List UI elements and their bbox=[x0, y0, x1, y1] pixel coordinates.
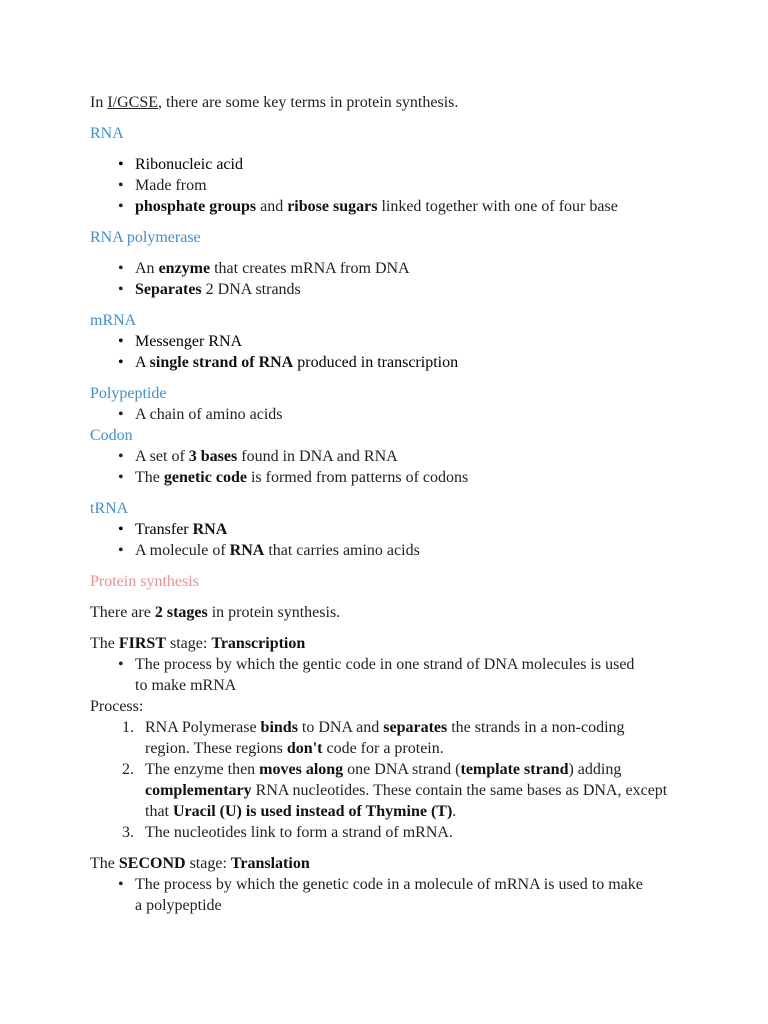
step-number: 3. bbox=[122, 824, 134, 841]
list-item bbox=[118, 467, 730, 488]
item-text: stage: bbox=[166, 635, 212, 652]
second-stage-heading bbox=[90, 853, 730, 874]
item-text: The enzyme then bbox=[145, 761, 260, 778]
bold-term: 2 stages bbox=[154, 604, 208, 621]
item-text: the strands in a non-coding region. These regions bbox=[145, 719, 625, 757]
mrna-list bbox=[90, 331, 730, 373]
item-text: one DNA strand ( bbox=[343, 761, 461, 778]
bold-term: template strand bbox=[460, 761, 569, 778]
bold-term: Uracil (U) is used instead of Thymine (T) bbox=[173, 803, 453, 820]
rna-polymerase-list bbox=[90, 258, 730, 300]
list-item bbox=[118, 404, 730, 425]
item-text: A set of bbox=[135, 448, 189, 465]
bold-term: phosphate groups bbox=[135, 198, 257, 215]
item-text: found in DNA and RNA bbox=[237, 448, 398, 465]
heading-rna: RNA bbox=[90, 125, 124, 142]
stages-paragraph bbox=[90, 602, 730, 623]
heading-protein-synthesis: Protein synthesis bbox=[90, 573, 199, 590]
bold-term: Translation bbox=[230, 855, 310, 872]
item-text: stage: bbox=[185, 855, 231, 872]
item-text: that creates mRNA from DNA bbox=[210, 260, 410, 277]
process-step bbox=[122, 717, 730, 759]
item-text: The bbox=[90, 635, 119, 652]
item-text: Ribonucleic acid bbox=[135, 156, 243, 173]
bold-term: complementary bbox=[145, 782, 252, 799]
list-item bbox=[118, 196, 730, 217]
first-stage-list bbox=[90, 654, 730, 696]
list-item bbox=[118, 258, 730, 279]
first-stage-heading bbox=[90, 633, 730, 654]
item-text: Made from bbox=[135, 177, 207, 194]
item-text: The bbox=[135, 469, 164, 486]
item-text: to DNA and bbox=[297, 719, 384, 736]
item-text: and bbox=[256, 198, 288, 215]
list-item bbox=[118, 279, 730, 300]
codon-list bbox=[90, 446, 730, 488]
bold-term: SECOND bbox=[118, 855, 186, 872]
bold-term: moves along bbox=[259, 761, 344, 778]
list-item bbox=[118, 352, 730, 373]
process-step bbox=[122, 822, 730, 843]
bold-term: genetic code bbox=[163, 469, 247, 486]
item-text: A chain of amino acids bbox=[135, 406, 283, 423]
process-steps bbox=[90, 717, 730, 843]
trna-list bbox=[90, 519, 730, 561]
item-text: . bbox=[452, 803, 457, 820]
item-text: that carries amino acids bbox=[264, 542, 420, 559]
bold-term: single strand of RNA bbox=[149, 354, 294, 371]
item-text: in protein synthesis. bbox=[207, 604, 341, 621]
item-text: 2 DNA strands bbox=[201, 281, 301, 298]
list-item bbox=[118, 331, 730, 352]
item-text: produced in transcription bbox=[293, 354, 459, 371]
intro-text: , there are some key terms in protein synthesis. bbox=[158, 94, 459, 111]
document-body bbox=[90, 92, 730, 916]
item-text: A molecule of bbox=[135, 542, 230, 559]
process-step bbox=[122, 759, 730, 822]
item-text: The process by which the genetic code in a molecule of mRNA is used to make a polypeptide bbox=[135, 876, 643, 914]
intro-text: In bbox=[90, 94, 108, 111]
item-text: The bbox=[90, 855, 119, 872]
item-text: RNA Polymerase bbox=[145, 719, 261, 736]
igcse-link[interactable]: I/GCSE bbox=[107, 94, 158, 111]
item-text: code for a protein. bbox=[322, 740, 444, 757]
list-item bbox=[118, 654, 730, 696]
list-item bbox=[118, 154, 730, 175]
item-text: The process by which the gentic code in one strand of DNA molecules is used to make mRNA bbox=[135, 656, 635, 694]
list-item bbox=[118, 446, 730, 467]
bold-term: Separates bbox=[135, 281, 202, 298]
bold-term: RNA bbox=[192, 521, 228, 538]
list-item bbox=[118, 874, 730, 916]
list-item bbox=[118, 175, 730, 196]
item-text: ) adding bbox=[568, 761, 622, 778]
second-stage-list bbox=[90, 874, 730, 916]
bold-term: RNA bbox=[229, 542, 265, 559]
bold-term: separates bbox=[383, 719, 448, 736]
item-text: There are bbox=[90, 604, 155, 621]
bold-term: enzyme bbox=[158, 260, 211, 277]
item-text: Transfer bbox=[135, 521, 193, 538]
bold-term: FIRST bbox=[118, 635, 166, 652]
bold-term: ribose sugars bbox=[287, 198, 378, 215]
bold-term: don't bbox=[286, 740, 323, 757]
item-text: An bbox=[135, 260, 159, 277]
process-label: Process: bbox=[90, 698, 144, 715]
item-text: Messenger RNA bbox=[135, 333, 243, 350]
item-text: The nucleotides link to form a strand of mRNA. bbox=[145, 824, 453, 841]
item-text: RNA nucleotides. These contain the same bases as DNA, except that bbox=[145, 782, 668, 820]
bold-term: Transcription bbox=[211, 635, 306, 652]
step-number: 1. bbox=[122, 719, 134, 736]
bold-term: binds bbox=[260, 719, 298, 736]
polypeptide-list bbox=[90, 404, 730, 425]
heading-codon: Codon bbox=[90, 427, 133, 444]
bold-term: 3 bases bbox=[188, 448, 238, 465]
intro-paragraph bbox=[90, 92, 730, 113]
heading-rna-polymerase: RNA polymerase bbox=[90, 229, 201, 246]
heading-polypeptide: Polypeptide bbox=[90, 385, 167, 402]
list-item bbox=[118, 519, 730, 540]
item-text: A bbox=[135, 354, 150, 371]
heading-mrna: mRNA bbox=[90, 312, 137, 329]
step-number: 2. bbox=[122, 761, 134, 778]
item-text: linked together with one of four base bbox=[377, 198, 618, 215]
heading-trna: tRNA bbox=[90, 500, 129, 517]
list-item bbox=[118, 540, 730, 561]
item-text: is formed from patterns of codons bbox=[246, 469, 469, 486]
rna-list bbox=[90, 154, 730, 217]
